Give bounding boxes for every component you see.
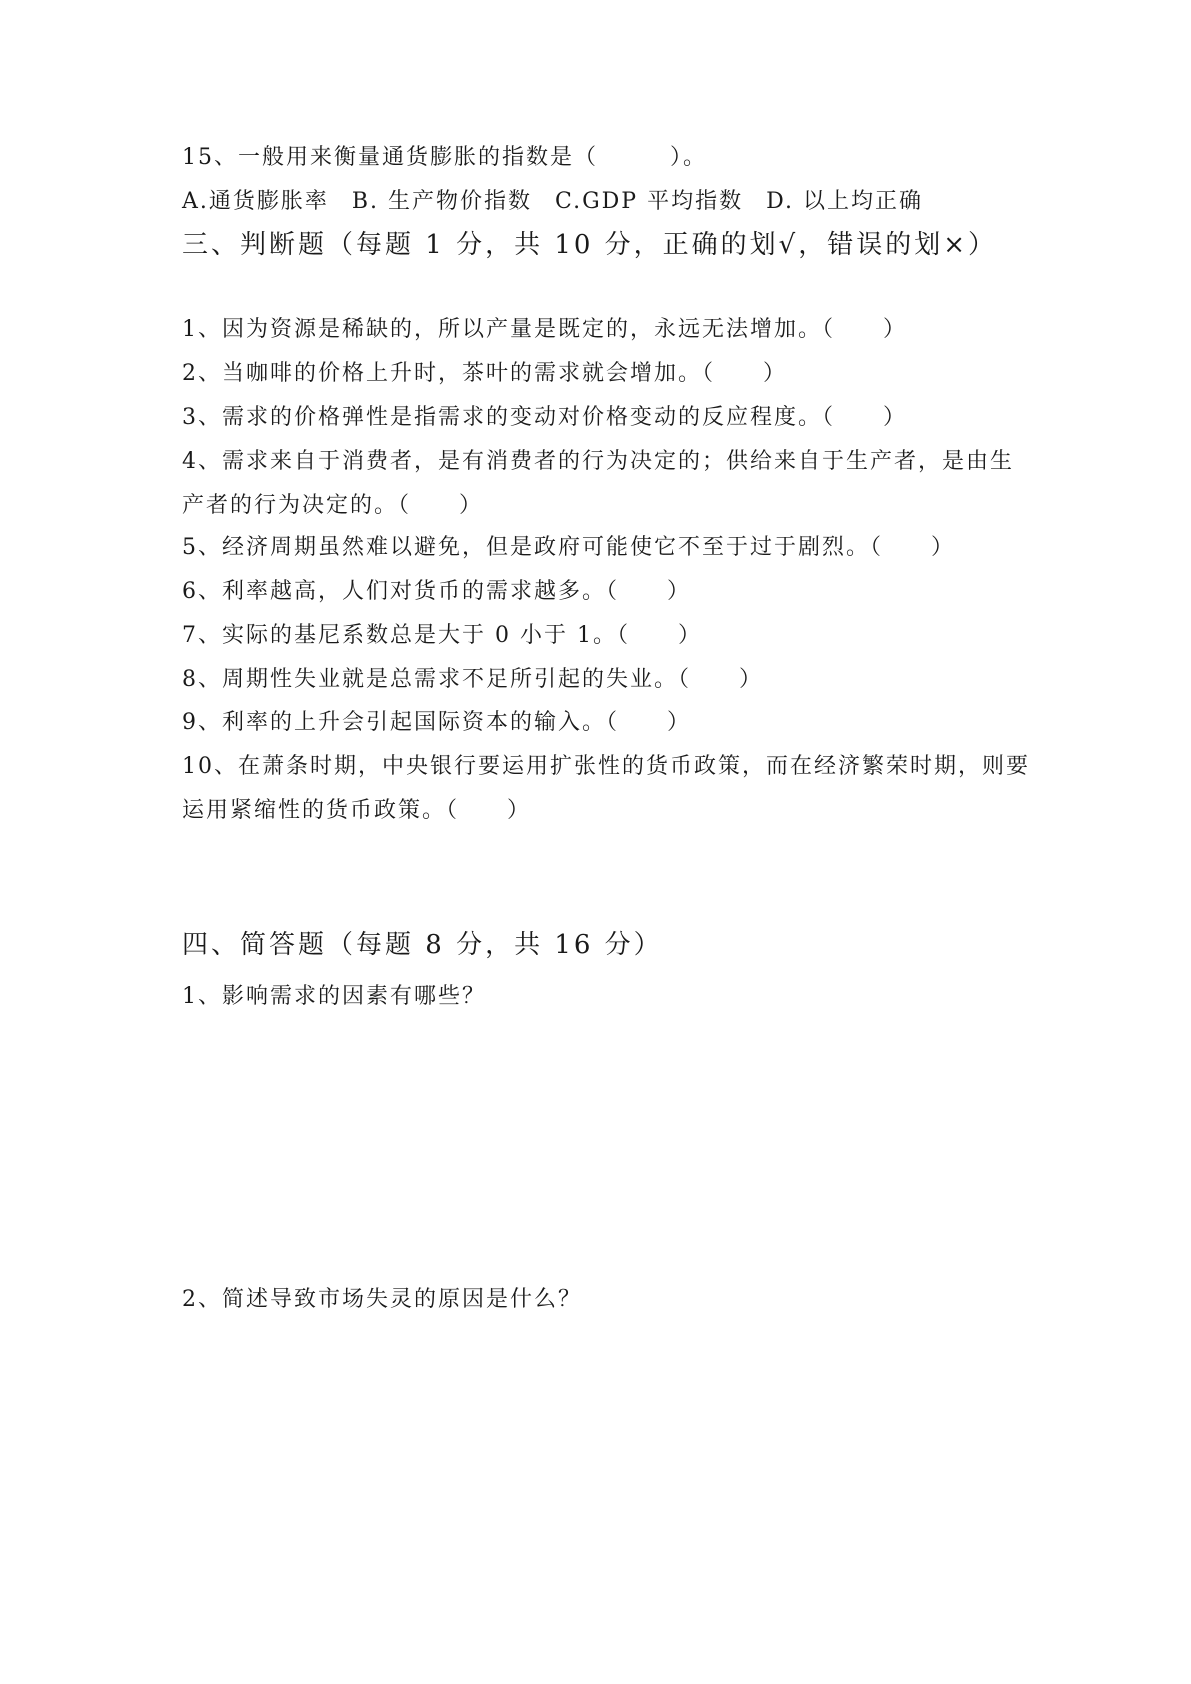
judge-item-2: 2、当咖啡的价格上升时，茶叶的需求就会增加。（ ） (182, 361, 787, 386)
option-d: D. 以上均正确 (766, 189, 923, 214)
section-4-heading: 四、简答题（每题 8 分，共 16 分） (182, 930, 663, 960)
section-3-heading: 三、判断题（每题 1 分，共 10 分，正确的划√，错误的划×） (182, 230, 998, 260)
judge-item-1: 1、因为资源是稀缺的，所以产量是既定的，永远无法增加。（ ） (182, 317, 907, 342)
question-15-options (182, 188, 937, 216)
option-c: C.GDP 平均指数 (555, 189, 744, 214)
judge-item-4-line-1: 4、需求来自于消费者，是有消费者的行为决定的；供给来自于生产者，是由生 (182, 449, 1014, 474)
question-15-stem: 15、一般用来衡量通货膨胀的指数是（ ）。 (182, 145, 707, 170)
judge-item-10-line-1: 10、在萧条时期，中央银行要运用扩张性的货币政策，而在经济繁荣时期，则要 (182, 754, 1030, 779)
judge-item-5: 5、经济周期虽然难以避免，但是政府可能使它不至于过于剧烈。（ ） (182, 535, 955, 560)
short-answer-2: 2、简述导致市场失灵的原因是什么？ (182, 1287, 582, 1312)
judge-item-7: 7、实际的基尼系数总是大于 0 小于 1。（ ） (182, 623, 702, 648)
option-a: A.通货膨胀率 (182, 189, 329, 214)
judge-item-10-line-2: 运用紧缩性的货币政策。（ ） (182, 798, 532, 823)
judge-item-4-line-2: 产者的行为决定的。（ ） (182, 493, 484, 518)
judge-item-3: 3、需求的价格弹性是指需求的变动对价格变动的反应程度。（ ） (182, 405, 907, 430)
judge-item-8: 8、周期性失业就是总需求不足所引起的失业。（ ） (182, 667, 763, 692)
judge-item-6: 6、利率越高，人们对货币的需求越多。（ ） (182, 579, 691, 604)
judge-item-9: 9、利率的上升会引起国际资本的输入。（ ） (182, 710, 691, 735)
short-answer-1: 1、影响需求的因素有哪些？ (182, 984, 486, 1009)
option-b: B. 生产物价指数 (351, 189, 533, 214)
